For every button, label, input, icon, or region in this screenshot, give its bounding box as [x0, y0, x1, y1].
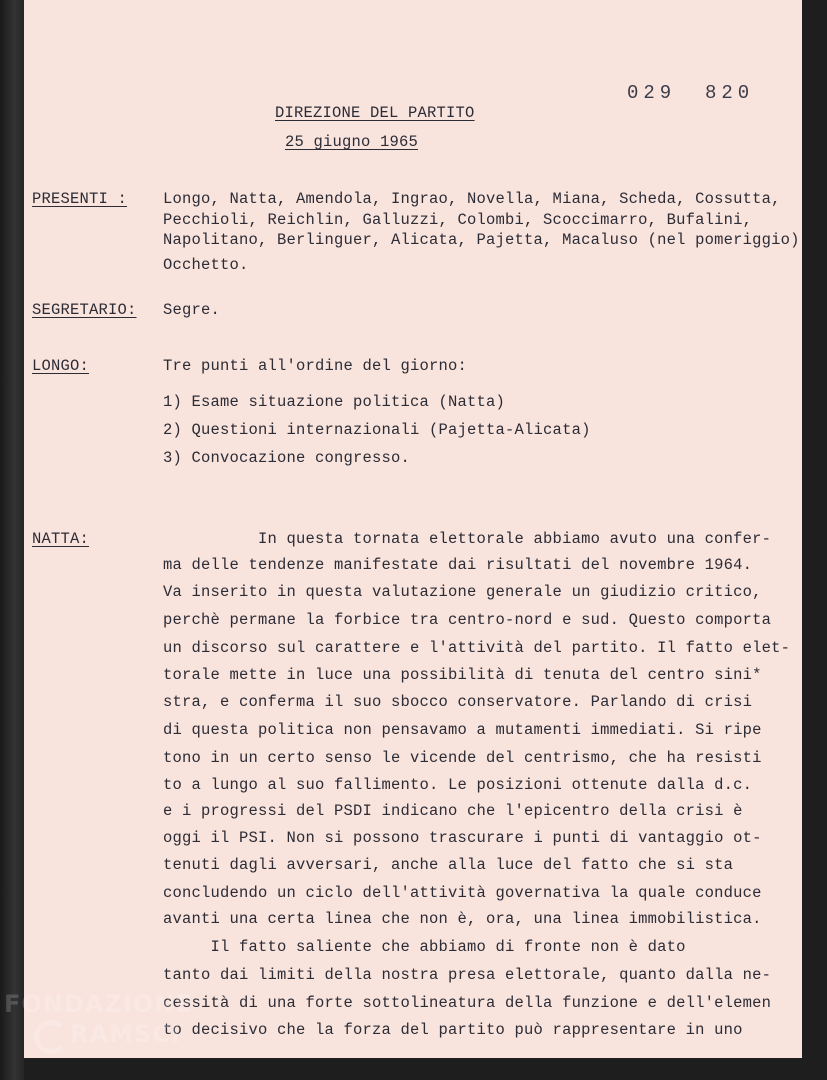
present-line: Occhetto. — [163, 256, 249, 274]
right-edge — [802, 0, 827, 1080]
present-line: Napolitano, Berlinguer, Alicata, Pajetta, Macaluso (nel pomeriggio) — [163, 231, 800, 249]
natta-line: avanti una certa linea che non è, ora, una linea immobilistica. — [163, 910, 762, 928]
present-label: PRESENTI : — [32, 190, 128, 208]
archive-watermark — [4, 990, 204, 1080]
natta-line: ma delle tendenze manifestate dai risultati del novembre 1964. — [163, 556, 753, 574]
natta-line: tono in un certo senso le vicende del centrismo, che ha resisti — [163, 749, 762, 767]
present-line: Pecchioli, Reichlin, Galluzzi, Colombi, Scoccimarro, Bufalini, — [163, 211, 753, 229]
natta-line: to decisivo che la forza del partito può rappresentare in uno — [163, 1021, 743, 1039]
natta-line: cessità di una forte sottolineatura della funzione e dell'elemen — [163, 994, 772, 1012]
longo-intro: Tre punti all'ordine del giorno: — [163, 357, 468, 375]
document-page — [24, 0, 802, 1058]
doc-number-a: 029 — [627, 82, 677, 104]
natta-line: concludendo un ciclo dell'attività governativa la quale conduce — [163, 884, 762, 902]
natta-line: tenuti dagli avversari, anche alla luce del fatto che si sta — [163, 856, 734, 874]
natta-line: di questa politica non pensavamo a mutamenti immediati. Si ripe — [163, 721, 762, 739]
natta-line: un discorso sul carattere e l'attività del partito. Il fatto elet- — [163, 639, 791, 657]
natta-line: oggi il PSI. Non si possono trascurare i punti di vantaggio ot- — [163, 829, 762, 847]
document-date: 25 giugno 1965 — [285, 133, 419, 151]
natta-line: e i progressi del PSDI indicano che l'epicentro della crisi è — [163, 802, 743, 820]
secretary-value: Segre. — [163, 301, 221, 319]
natta-label: NATTA: — [32, 530, 90, 548]
natta-line: Va inserito in questa valutazione generale un giudizio critico, — [163, 583, 762, 601]
longo-label: LONGO: — [32, 357, 90, 375]
agenda-item: 1) Esame situazione politica (Natta) — [163, 393, 506, 411]
doc-number-b: 820 — [705, 82, 755, 104]
natta-line: to a lungo al suo fallimento. Le posizioni ottenute dalla d.c. — [163, 776, 753, 794]
natta-line: torale mette in luce una possibilità di tenuta del centro sini* — [163, 666, 762, 684]
present-line: Longo, Natta, Amendola, Ingrao, Novella, Miana, Scheda, Cossutta, — [163, 190, 781, 208]
document-title: DIREZIONE DEL PARTITO — [275, 104, 475, 122]
watermark-line1: FONDAZIONE — [4, 990, 193, 1018]
binder-edge — [0, 0, 24, 1080]
watermark-g-icon — [34, 1020, 68, 1054]
agenda-item: 2) Questioni internazionali (Pajetta-Alicata) — [163, 421, 591, 439]
natta-line: perchè permane la forbice tra centro-nord e sud. Questo comporta — [163, 611, 772, 629]
natta-line: Il fatto saliente che abbiamo di fronte non è dato — [163, 938, 686, 956]
watermark-line2: RAMSCI — [70, 1020, 181, 1048]
agenda-item: 3) Convocazione congresso. — [163, 449, 411, 467]
secretary-label: SEGRETARIO: — [32, 301, 137, 319]
natta-line: In questa tornata elettorale abbiamo avuto una confer- — [163, 530, 772, 548]
natta-line: stra, e conferma il suo sbocco conservatore. Parlando di crisi — [163, 693, 753, 711]
natta-line: tanto dai limiti della nostra presa elettorale, quanto dalla ne- — [163, 966, 772, 984]
